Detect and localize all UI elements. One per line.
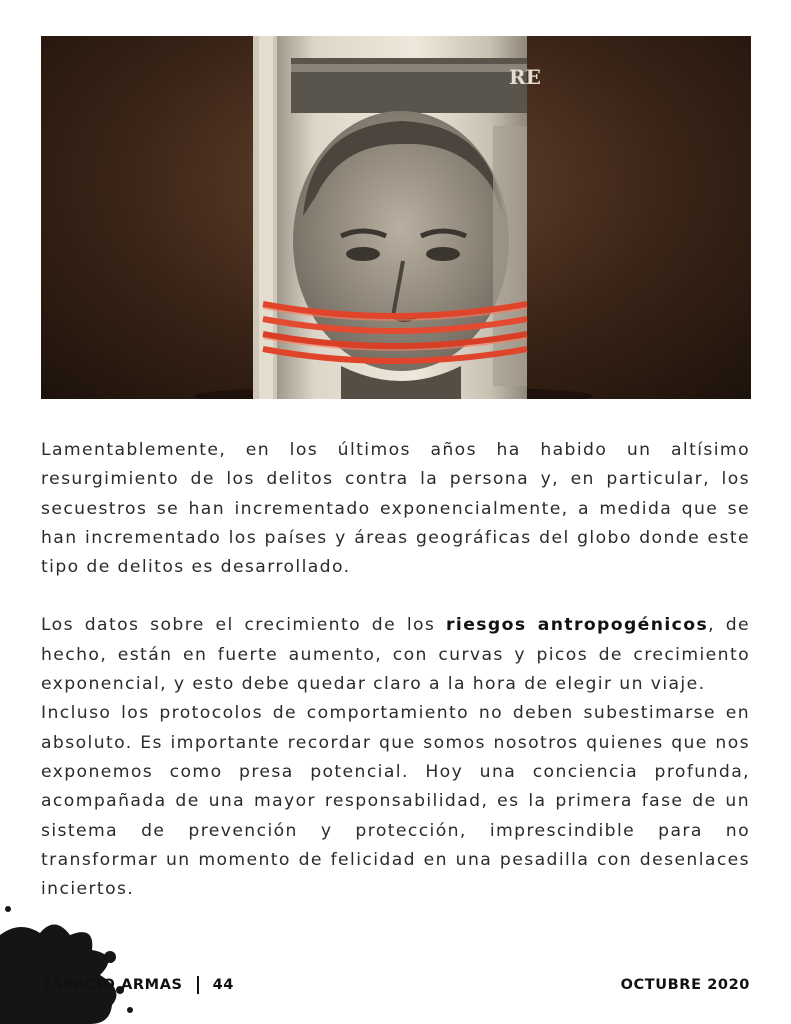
banknote-text: RE — [509, 65, 541, 89]
footer-issue — [621, 975, 750, 995]
highlight-riesgos: riesgos antropogénicos — [446, 615, 709, 636]
paragraph-2-end: , de hecho, están en fuerte aumento, con curvas y picos de crecimiento exponencial, y esto debe quedar claro a la hora de elegir un viaje. — [41, 615, 751, 695]
article-body — [41, 436, 750, 904]
footer-magazine — [42, 975, 234, 995]
magazine-name: ESPACIO ARMAS — [42, 977, 183, 993]
header-photo — [41, 36, 751, 399]
paragraph-2 — [41, 611, 750, 699]
paragraph-1: Lamentablemente, en los últimos años ha habido un altísimo resurgimiento de los delitos contra la persona y, en particular, los secuestros se han incrementado exponencialmente, a medida que se han incrementado los países y áreas geográficas del globo donde este tipo de delitos es desarrollado. — [41, 440, 750, 578]
paragraph-3: Incluso los protocolos de comportamiento no deben subestimarse en absoluto. Es importante recordar que somos nosotros quienes que nos exponemos como presa potencial. Hoy una conciencia profunda, acompañada de una mayor responsabilidad, es la primera fase de un sistema de prevención y protección, imprescindible para no transformar un momento de felicidad en una pesadilla con desenlaces inciertos. — [41, 703, 750, 900]
page-number: 44 — [212, 977, 234, 993]
footer-divider — [197, 976, 199, 994]
ink-splat-decoration — [0, 895, 160, 1024]
rolled-banknote-illustration — [41, 36, 751, 399]
paragraph-2-start: Los datos sobre el crecimiento de los — [41, 615, 447, 636]
issue-date: OCTUBRE 2020 — [620, 977, 750, 993]
